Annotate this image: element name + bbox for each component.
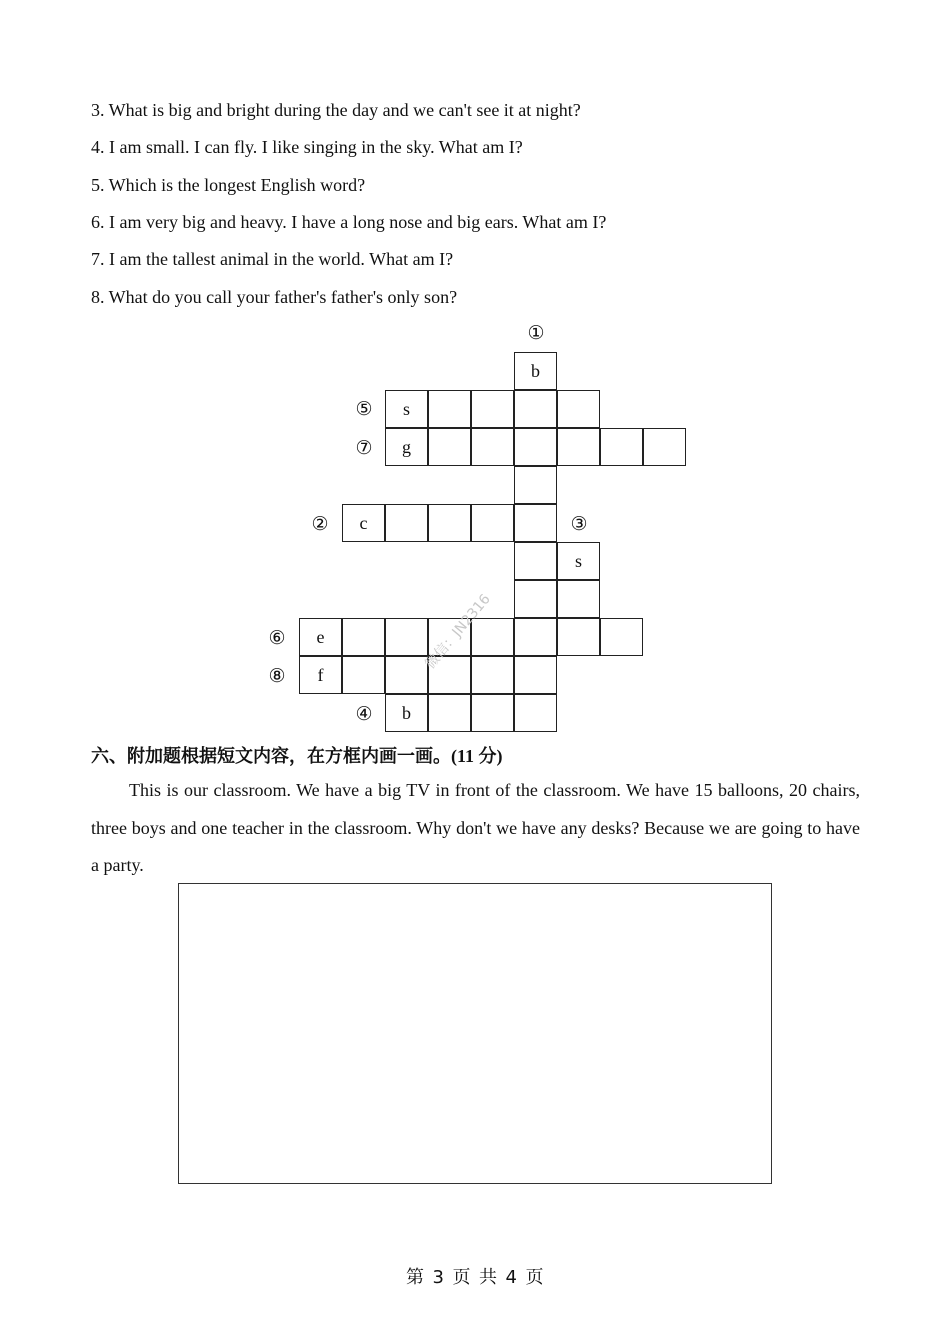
- question-5: 5. Which is the longest English word?: [91, 175, 366, 195]
- crossword-cell[interactable]: [385, 618, 428, 656]
- clue-number-6: ⑥: [268, 627, 286, 649]
- crossword-cell[interactable]: [514, 428, 557, 466]
- crossword-cell[interactable]: [514, 656, 557, 694]
- crossword-cell[interactable]: [428, 390, 471, 428]
- footer-page-number: 3: [432, 1267, 445, 1288]
- footer-ye: 页: [452, 1267, 471, 1288]
- crossword-cell[interactable]: [600, 618, 643, 656]
- crossword-cell[interactable]: [514, 542, 557, 580]
- drawing-box[interactable]: [178, 883, 772, 1184]
- section-6-paragraph: [91, 772, 860, 885]
- crossword-cell[interactable]: [342, 618, 385, 656]
- question-6: 6. I am very big and heavy. I have a long nose and big ears. What am I?: [91, 212, 607, 232]
- crossword-cell[interactable]: [557, 618, 600, 656]
- crossword-cell[interactable]: [514, 390, 557, 428]
- crossword-cell[interactable]: [428, 694, 471, 732]
- crossword-cell[interactable]: s: [557, 542, 600, 580]
- crossword-cell[interactable]: [514, 618, 557, 656]
- clue-number-2: ②: [311, 513, 329, 535]
- footer-di: 第: [406, 1267, 425, 1288]
- question-4: 4. I am small. I can fly. I like singing in the sky. What am I?: [91, 137, 523, 157]
- crossword-cell[interactable]: [514, 580, 557, 618]
- page-footer: [0, 1263, 950, 1289]
- crossword-cell[interactable]: [514, 466, 557, 504]
- crossword-cell[interactable]: f: [299, 656, 342, 694]
- question-8: 8. What do you call your father's father's only son?: [91, 287, 458, 307]
- watermark: 微信：JN2316: [422, 591, 494, 673]
- crossword-cell[interactable]: b: [385, 694, 428, 732]
- clue-number-4: ④: [355, 703, 373, 725]
- clue-number-8: ⑧: [268, 665, 286, 687]
- footer-gong: 共: [479, 1267, 498, 1288]
- clue-number-3: ③: [570, 513, 588, 535]
- section-6-title: 六、附加题根据短文内容，在方框内画一画。: [91, 746, 451, 767]
- crossword-cell[interactable]: [600, 428, 643, 466]
- clue-number-1: ①: [527, 322, 545, 344]
- crossword-cell[interactable]: [342, 656, 385, 694]
- crossword-cell[interactable]: [557, 580, 600, 618]
- footer-ye-2: 页: [525, 1267, 544, 1288]
- crossword-cell[interactable]: s: [385, 390, 428, 428]
- crossword-cell[interactable]: [471, 656, 514, 694]
- crossword-cell[interactable]: [557, 390, 600, 428]
- paragraph-text: This is our classroom. We have a big TV in front of the classroom. We have 15 balloons, 20 chairs, three boys and one teacher in the classroom. Why don't we have any desks? Because we are going to have a party.: [91, 780, 860, 875]
- footer-total-pages: 4: [505, 1267, 518, 1288]
- question-7: 7. I am the tallest animal in the world. What am I?: [91, 249, 454, 269]
- crossword-cell[interactable]: [471, 428, 514, 466]
- crossword-cell[interactable]: [557, 428, 600, 466]
- question-3: 3. What is big and bright during the day and we can't see it at night?: [91, 100, 581, 120]
- crossword-cell[interactable]: [471, 504, 514, 542]
- section-6-heading: [91, 742, 503, 768]
- crossword-cell[interactable]: [514, 694, 557, 732]
- crossword-cell[interactable]: [471, 694, 514, 732]
- crossword-cell[interactable]: b: [514, 352, 557, 390]
- crossword-cell[interactable]: [471, 390, 514, 428]
- crossword-cell[interactable]: g: [385, 428, 428, 466]
- crossword-cell[interactable]: c: [342, 504, 385, 542]
- crossword-cell[interactable]: e: [299, 618, 342, 656]
- section-6-points: (11 分): [451, 746, 503, 766]
- crossword-cell[interactable]: [514, 504, 557, 542]
- crossword-cell[interactable]: [643, 428, 686, 466]
- crossword-cell[interactable]: [428, 504, 471, 542]
- crossword-cell[interactable]: [385, 504, 428, 542]
- crossword-cell[interactable]: [471, 618, 514, 656]
- clue-number-5: ⑤: [355, 398, 373, 420]
- crossword-cell[interactable]: [428, 428, 471, 466]
- clue-number-7: ⑦: [355, 437, 373, 459]
